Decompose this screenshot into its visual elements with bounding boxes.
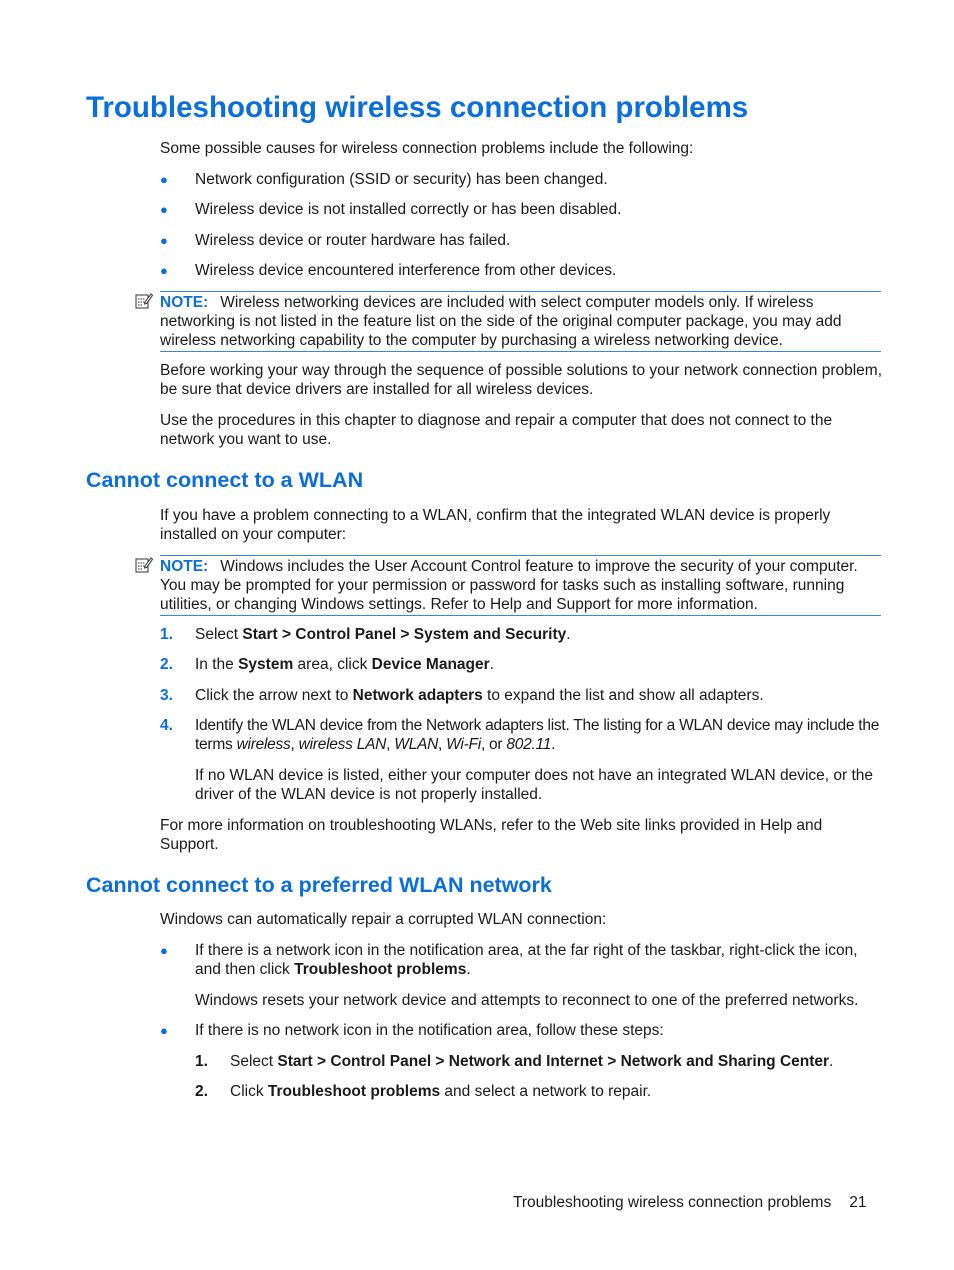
section-heading: Cannot connect to a preferred WLAN network	[86, 873, 552, 897]
bullet-icon: ●	[160, 233, 168, 248]
note-pencil-icon	[135, 556, 153, 574]
bullet-note: Windows resets your network device and attempts to reconnect to one of the preferred networks.	[195, 992, 859, 1009]
note-box	[160, 555, 881, 616]
paragraph: For more information on troubleshooting WLANs, refer to the Web site links provided in Help and Support.	[160, 817, 823, 853]
note-label: NOTE:	[160, 558, 209, 575]
note-pencil-icon	[135, 292, 153, 310]
page-footer	[513, 1193, 866, 1212]
document-page: Troubleshooting wireless connection problems Some possible causes for wireless connection problems include the following: ● Network configuration (SSID or security) has been changed. ● Wireless device is not installed correctly or has been disabled. ● Wireless device or router hardware has failed. ● Wireless device encountered interference from other devices. NOTE: Wireless networking devices are included with select computer models only. If wireless networking is not listed in the feature list on the side of the original computer package, you may add wireless networking capability to the computer by purchasing a wireless networking device. Before working your way through the sequence of possible solutions to your network connection problem, be sure that device drivers are installed for all wireless devices. Use the procedures in this chapter to diagnose and repair a computer that does not connect to the network you want to use. Cannot connect to a WLAN If you have a problem connecting to a WLAN, confirm that the integrated WLAN device is properly installed on your computer: NOTE: Windows includes the User Account Control feature to improve the security of your computer. You may be prompted for your permission or password for tasks such as installing software, running utilities, or changing Windows settings. Refer to Help and Support for more information. 1. Select Start > Control Panel > System and Security. 2. In the System area, click Device Manager. 3. Click the arrow next to Network adapters to expand the list and show all adapters. 4. Identify the WLAN device from the Network adapters list. The listing for a WLAN device may include the terms wireless, wireless LAN, WLAN, Wi-Fi, or 802.11. If no WLAN device is listed, either your computer does not have an integrated WLAN device, or the driver of the WLAN device is not properly installed. For more information on troubleshooting WLANs, refer to the Web site links provided in Help and Support. Cannot connect to a preferred WLAN network Windows can automatically repair a corrupted WLAN connection: ● If there is a network icon in the notification area, at the far right of the taskbar, right-click the icon, and then click Troubleshoot problems. Windows resets your network device and attempts to reconnect to one of the preferred networks. ● If there is no network icon in the notification area, follow these steps: 1. Select Start > Control Panel > Network and Internet > Network and Sharing Center. 2. Click Troubleshoot problems and select a network to repair. Troubleshooting wireless connection problems 21	[86, 91, 883, 1211]
intro-paragraph: Some possible causes for wireless connection problems include the following:	[160, 140, 694, 157]
bullet-icon: ●	[160, 1023, 168, 1038]
bullet-icon: ●	[160, 943, 168, 958]
note-text: Wireless networking devices are included with select computer models only. If wireless networking is not listed in the feature list on the side of the original computer package, you may add wireless networking capability to the computer by purchasing a wireless networking device.	[160, 294, 842, 349]
paragraph: Before working your way through the sequence of possible solutions to your network connection problem, be sure that device drivers are installed for all wireless devices.	[160, 362, 883, 398]
paragraph: Windows can automatically repair a corrupted WLAN connection:	[160, 911, 607, 928]
note-text: Windows includes the User Account Control feature to improve the security of your computer. You may be prompted for your permission or password for tasks such as installing software, running utilities, or changing Windows settings. Refer to Help and Support for more information.	[160, 558, 858, 613]
note-label: NOTE:	[160, 294, 209, 311]
page-number: 21	[849, 1194, 867, 1211]
bullet-icon: ●	[160, 202, 168, 217]
note-box	[160, 291, 881, 352]
page-title: Troubleshooting wireless connection problems	[86, 91, 749, 124]
step-note: If no WLAN device is listed, either your computer does not have an integrated WLAN device, or the driver of the WLAN device is not properly installed.	[195, 767, 874, 803]
paragraph: If you have a problem connecting to a WLAN, confirm that the integrated WLAN device is properly installed on your computer:	[160, 507, 831, 543]
paragraph: Use the procedures in this chapter to diagnose and repair a computer that does not connect to the network you want to use.	[160, 412, 833, 448]
footer-title: Troubleshooting wireless connection problems	[513, 1194, 832, 1211]
section-heading: Cannot connect to a WLAN	[86, 468, 364, 492]
bullet-icon: ●	[160, 263, 168, 278]
bullet-icon: ●	[160, 172, 168, 187]
